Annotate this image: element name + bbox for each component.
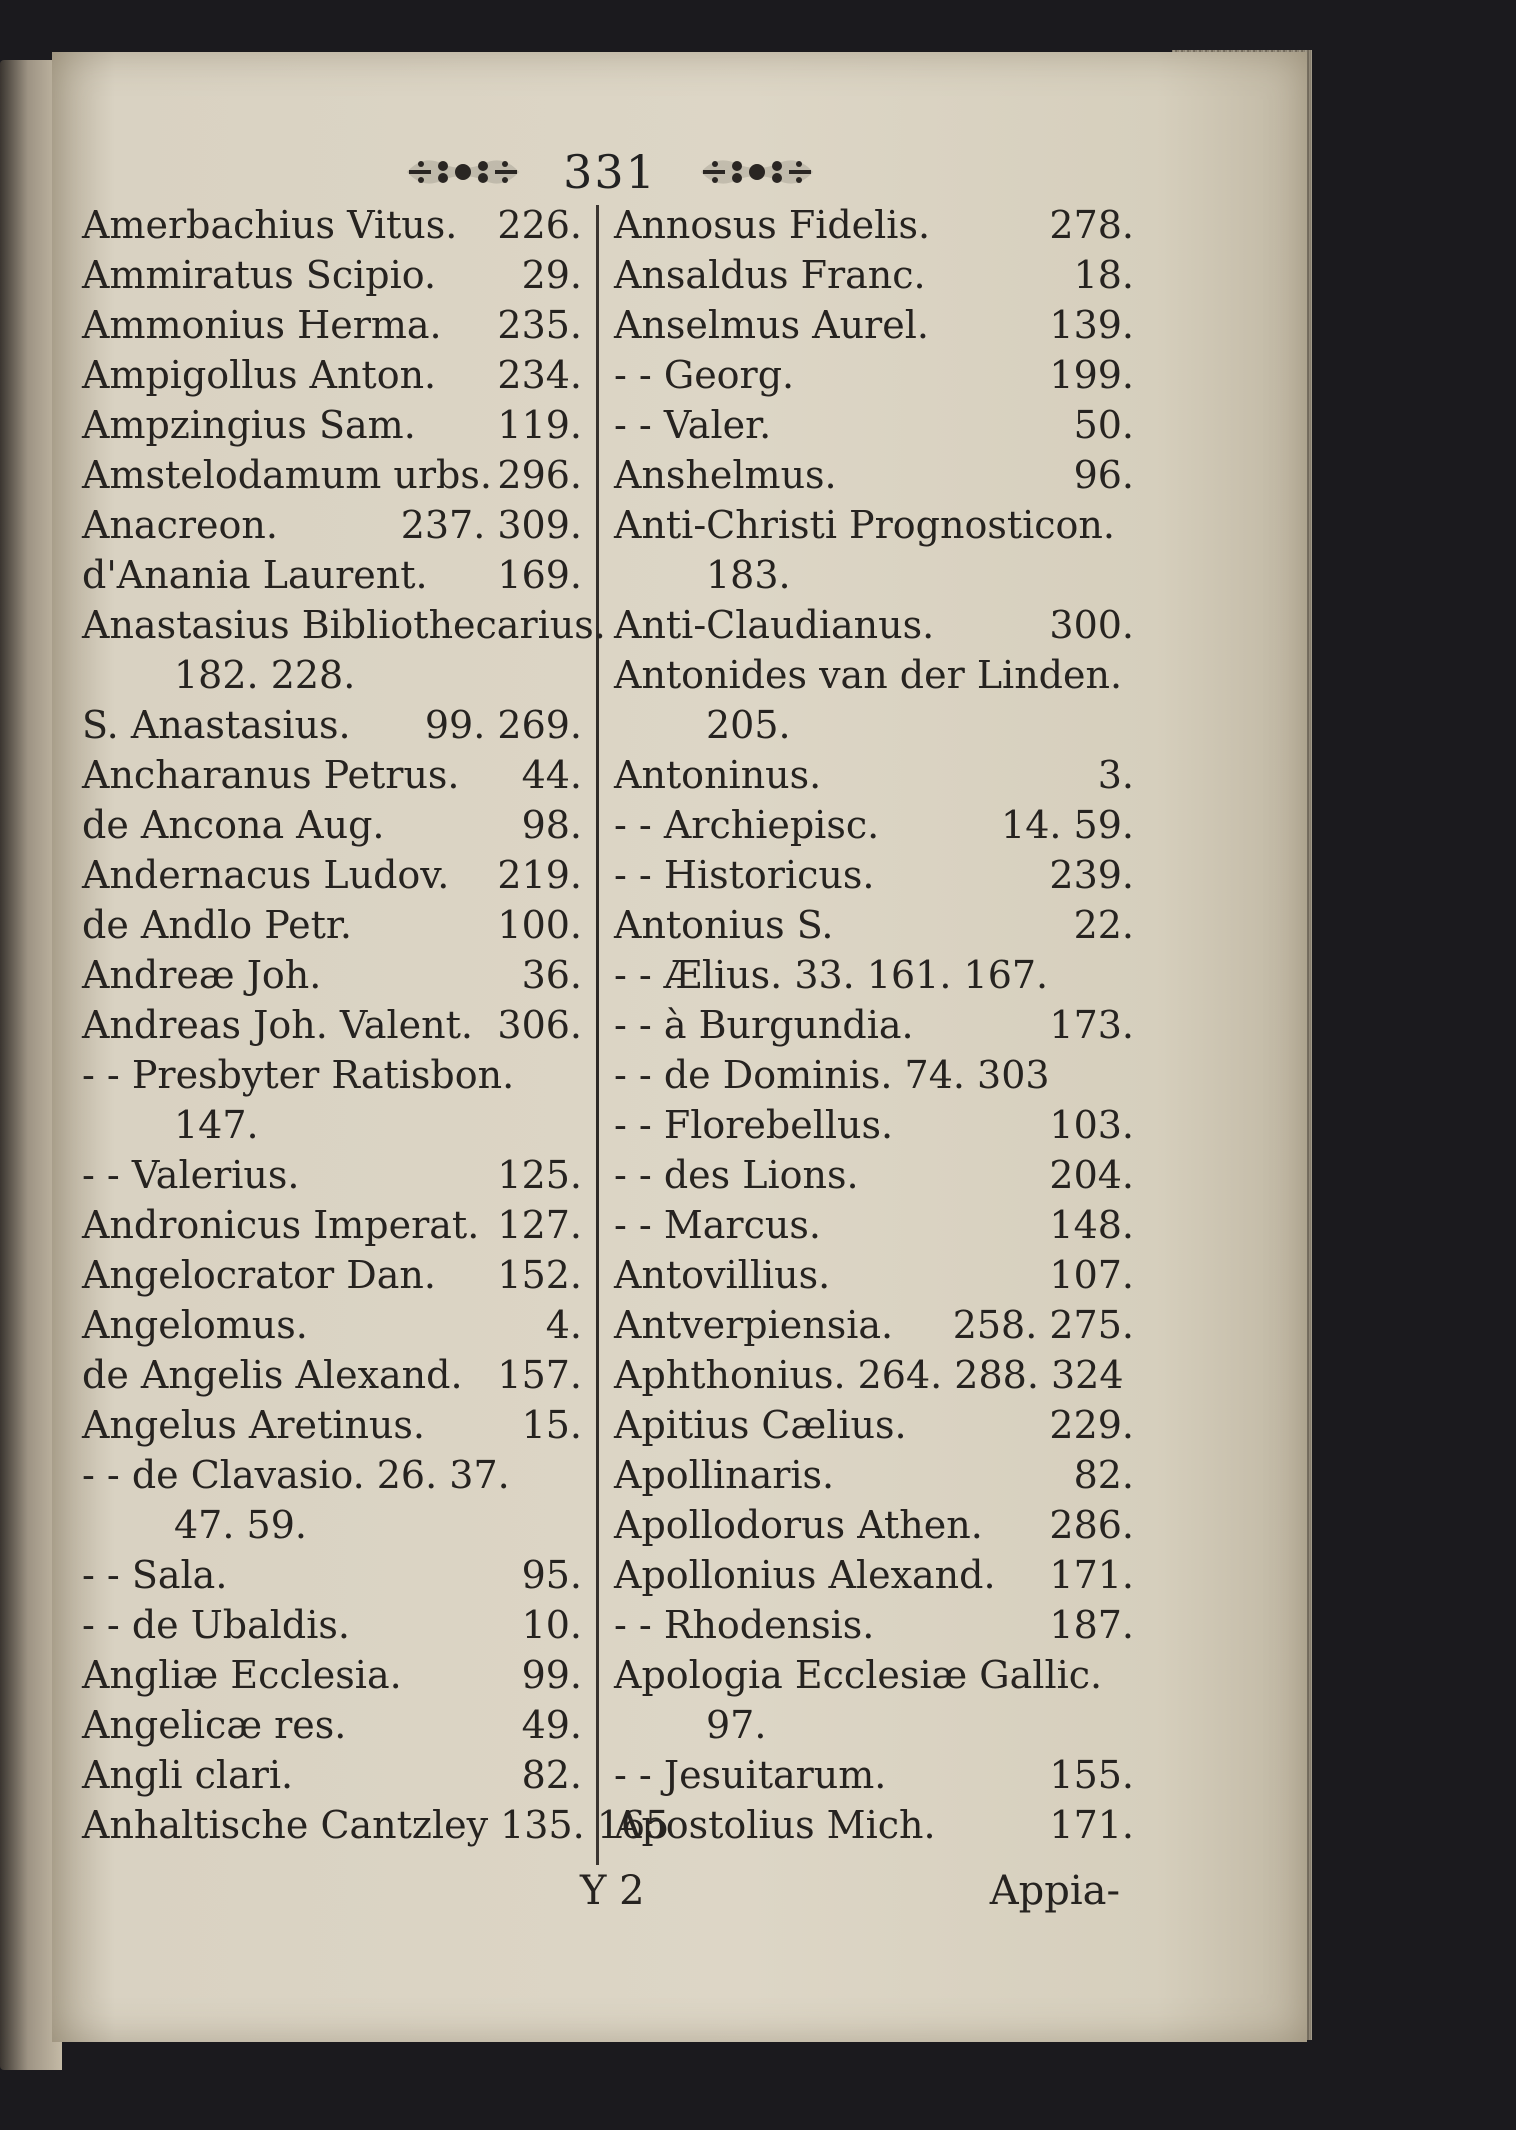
entry-name: Antonides van der Linden. — [614, 653, 1123, 697]
column-divider — [596, 205, 599, 1865]
entry-page-ref: 306. — [497, 1003, 582, 1047]
entry-name: Ammiratus Scipio. — [82, 253, 437, 297]
index-entry — [82, 450, 582, 500]
entry-name: - - de Dominis. 74. 303 — [614, 1053, 1050, 1097]
index-entry — [614, 900, 1134, 950]
entry-name: - - de Clavasio. 26. 37. — [82, 1453, 510, 1497]
entry-page-ref: 98. — [521, 803, 582, 847]
entry-name: - - Florebellus. — [614, 1103, 894, 1147]
entry-page-ref: 286. — [1049, 1503, 1134, 1547]
index-entry — [614, 1050, 1134, 1100]
entry-page-ref: 171. — [1049, 1803, 1134, 1847]
index-entry — [82, 1600, 582, 1650]
index-entry — [82, 250, 582, 300]
entry-name: 47. 59. — [174, 1503, 307, 1547]
entry-name: - - Rhodensis. — [614, 1603, 875, 1647]
entry-page-ref: 169. — [497, 553, 582, 597]
catchword: Appia- — [989, 1868, 1120, 1914]
index-entry — [82, 200, 582, 250]
index-column-left — [82, 200, 670, 1880]
entry-name: Ampigollus Anton. — [82, 353, 437, 397]
index-entry — [614, 1400, 1134, 1450]
entry-name: 97. — [706, 1703, 767, 1747]
entry-name: Amstelodamum urbs. — [82, 453, 492, 497]
entry-name: - - Archiepisc. — [614, 803, 880, 847]
entry-page-ref: 148. — [1049, 1203, 1134, 1247]
entry-name: Angelomus. — [82, 1303, 308, 1347]
index-entry — [82, 1750, 582, 1800]
entry-name: 183. — [706, 553, 791, 597]
entry-page-ref: 173. — [1049, 1003, 1134, 1047]
entry-name: - - Jesuitarum. — [614, 1753, 887, 1797]
entry-name: Andreæ Joh. — [82, 953, 322, 997]
left-ornament-icon — [403, 150, 523, 194]
index-entry — [82, 800, 582, 850]
entry-page-ref: 49. — [521, 1703, 582, 1747]
entry-page-ref: 103. — [1049, 1103, 1134, 1147]
index-entry — [82, 1350, 582, 1400]
entry-page-ref: 219. — [497, 853, 582, 897]
entry-page-ref: 300. — [1049, 603, 1134, 647]
entry-page-ref: 14. 59. — [1001, 803, 1134, 847]
entry-name: Antverpiensia. — [614, 1303, 894, 1347]
entry-name: Anti-Christi Prognosticon. — [614, 503, 1115, 547]
entry-page-ref: 234. — [497, 353, 582, 397]
index-entry — [614, 700, 1134, 750]
index-entry — [614, 1350, 1134, 1400]
index-entry — [614, 1450, 1134, 1500]
signature-mark: Y 2 — [580, 1868, 645, 1914]
entry-page-ref: 15. — [521, 1403, 582, 1447]
index-entry — [614, 800, 1134, 850]
index-entry — [82, 600, 606, 650]
entry-name: Amerbachius Vitus. — [82, 203, 458, 247]
entry-name: - - à Burgundia. — [614, 1003, 914, 1047]
index-entry — [614, 650, 1134, 700]
index-entry — [614, 600, 1134, 650]
index-entry — [82, 550, 582, 600]
entry-name: Ammonius Herma. — [82, 303, 442, 347]
entry-page-ref: 237. 309. — [400, 503, 582, 547]
entry-page-ref: 171. — [1049, 1553, 1134, 1597]
index-entry — [614, 1200, 1134, 1250]
entry-name: Anacreon. — [82, 503, 278, 547]
entry-page-ref: 50. — [1073, 403, 1134, 447]
index-entry — [614, 1750, 1134, 1800]
entry-name: de Ancona Aug. — [82, 803, 385, 847]
index-entry — [614, 1250, 1134, 1300]
entry-name: Apostolius Mich. — [614, 1803, 936, 1847]
index-entry — [614, 1650, 1134, 1700]
entry-name: - - Marcus. — [614, 1203, 821, 1247]
index-entry — [614, 200, 1134, 250]
entry-page-ref: 82. — [1073, 1453, 1134, 1497]
index-entry — [614, 1700, 1134, 1750]
right-ornament-icon — [697, 150, 817, 194]
entry-page-ref: 100. — [497, 903, 582, 947]
index-entry — [82, 700, 582, 750]
entry-name: de Andlo Petr. — [82, 903, 352, 947]
entry-page-ref: 82. — [521, 1753, 582, 1797]
entry-name: Apollonius Alexand. — [614, 1553, 996, 1597]
index-entry — [82, 1000, 582, 1050]
index-entry — [82, 1200, 582, 1250]
entry-page-ref: 278. — [1049, 203, 1134, 247]
entry-name: Angelus Aretinus. — [82, 1403, 425, 1447]
index-entry — [82, 900, 582, 950]
entry-name: - - Sala. — [82, 1553, 228, 1597]
entry-name: Apollinaris. — [614, 1453, 835, 1497]
entry-name: Anhaltische Cantzley 135. 165 — [82, 1803, 670, 1847]
entry-name: - - Historicus. — [614, 853, 875, 897]
entry-page-ref: 96. — [1073, 453, 1134, 497]
entry-name: Anti-Claudianus. — [614, 603, 935, 647]
index-entry — [82, 1250, 582, 1300]
entry-name: - - Ælius. 33. 161. 167. — [614, 953, 1049, 997]
entry-name: - - Georg. — [614, 353, 795, 397]
entry-name: Aphthonius. 264. 288. 324 — [614, 1353, 1124, 1397]
entry-page-ref: 152. — [497, 1253, 582, 1297]
index-entry — [614, 1500, 1134, 1550]
entry-page-ref: 3. — [1097, 753, 1134, 797]
entry-name: Anselmus Aurel. — [614, 303, 929, 347]
index-entry — [614, 300, 1134, 350]
index-entry — [82, 500, 582, 550]
entry-name: - - Presbyter Ratisbon. — [82, 1053, 515, 1097]
index-entry — [614, 550, 1134, 600]
entry-page-ref: 125. — [497, 1153, 582, 1197]
index-entry — [614, 1300, 1134, 1350]
index-entry — [82, 350, 582, 400]
entry-name: Apitius Cælius. — [614, 1403, 907, 1447]
entry-name: Annosus Fidelis. — [614, 203, 931, 247]
entry-name: Antoninus. — [614, 753, 822, 797]
entry-page-ref: 18. — [1073, 253, 1134, 297]
entry-name: 205. — [706, 703, 791, 747]
index-entry — [614, 1800, 1134, 1850]
entry-page-ref: 95. — [521, 1553, 582, 1597]
entry-page-ref: 187. — [1049, 1603, 1134, 1647]
entry-name: Apollodorus Athen. — [614, 1503, 983, 1547]
index-entry — [82, 1400, 582, 1450]
index-entry — [614, 1100, 1134, 1150]
index-entry — [614, 250, 1134, 300]
entry-name: Andreas Joh. Valent. — [82, 1003, 473, 1047]
index-entry — [82, 1050, 582, 1100]
entry-name: - - Valerius. — [82, 1153, 300, 1197]
index-entry — [82, 1450, 582, 1500]
page-header — [400, 142, 820, 202]
entry-name: Ampzingius Sam. — [82, 403, 416, 447]
index-entry — [614, 950, 1134, 1000]
entry-page-ref: 229. — [1049, 1403, 1134, 1447]
index-entry — [614, 850, 1134, 900]
page-number: 331 — [563, 145, 657, 199]
index-entry — [82, 1500, 582, 1550]
index-entry — [82, 1100, 582, 1150]
index-entry — [614, 1600, 1134, 1650]
index-entry — [82, 1800, 670, 1850]
entry-page-ref: 239. — [1049, 853, 1134, 897]
entry-name: 147. — [174, 1103, 259, 1147]
entry-name: Angliæ Ecclesia. — [82, 1653, 402, 1697]
entry-page-ref: 22. — [1073, 903, 1134, 947]
entry-name: - - Valer. — [614, 403, 772, 447]
entry-name: Andernacus Ludov. — [82, 853, 450, 897]
entry-page-ref: 155. — [1049, 1753, 1134, 1797]
entry-name: Angelocrator Dan. — [82, 1253, 436, 1297]
entry-name: d'Anania Laurent. — [82, 553, 428, 597]
index-column-right — [614, 200, 1134, 1880]
index-entry — [82, 850, 582, 900]
entry-page-ref: 235. — [497, 303, 582, 347]
index-entry — [82, 300, 582, 350]
entry-page-ref: 127. — [497, 1203, 582, 1247]
index-entry — [82, 400, 582, 450]
entry-name: S. Anastasius. — [82, 703, 351, 747]
entry-page-ref: 4. — [545, 1303, 582, 1347]
index-entry — [614, 450, 1134, 500]
entry-name: Apologia Ecclesiæ Gallic. — [614, 1653, 1103, 1697]
index-entry — [614, 1550, 1134, 1600]
entry-name: - - de Ubaldis. — [82, 1603, 350, 1647]
index-entry — [614, 500, 1134, 550]
index-entry — [614, 750, 1134, 800]
index-entry — [82, 1150, 582, 1200]
index-entry — [82, 1550, 582, 1600]
entry-name: Anshelmus. — [614, 453, 837, 497]
entry-page-ref: 226. — [497, 203, 582, 247]
entry-name: 182. 228. — [174, 653, 356, 697]
entry-name: Anastasius Bibliothecarius. — [82, 603, 606, 647]
entry-page-ref: 99. 269. — [424, 703, 582, 747]
entry-name: Antonius S. — [614, 903, 834, 947]
entry-name: Ansaldus Franc. — [614, 253, 926, 297]
index-entry — [82, 950, 582, 1000]
index-entry — [614, 400, 1134, 450]
entry-page-ref: 10. — [521, 1603, 582, 1647]
entry-name: Angli clari. — [82, 1753, 294, 1797]
page-footer — [580, 1868, 1120, 1928]
index-entry — [82, 650, 582, 700]
entry-page-ref: 36. — [521, 953, 582, 997]
entry-page-ref: 107. — [1049, 1253, 1134, 1297]
entry-name: - - des Lions. — [614, 1153, 859, 1197]
index-entry — [614, 350, 1134, 400]
entry-name: de Angelis Alexand. — [82, 1353, 463, 1397]
entry-page-ref: 29. — [521, 253, 582, 297]
index-entry — [82, 1650, 582, 1700]
entry-name: Ancharanus Petrus. — [82, 753, 460, 797]
entry-page-ref: 119. — [497, 403, 582, 447]
index-entry — [614, 1000, 1134, 1050]
entry-page-ref: 258. 275. — [952, 1303, 1134, 1347]
entry-page-ref: 44. — [521, 753, 582, 797]
entry-name: Angelicæ res. — [82, 1703, 347, 1747]
index-entry — [614, 1150, 1134, 1200]
entry-page-ref: 199. — [1049, 353, 1134, 397]
entry-page-ref: 296. — [497, 453, 582, 497]
entry-name: Andronicus Imperat. — [82, 1203, 480, 1247]
entry-name: Antovillius. — [614, 1253, 831, 1297]
index-entry — [82, 1300, 582, 1350]
entry-page-ref: 99. — [521, 1653, 582, 1697]
entry-page-ref: 204. — [1049, 1153, 1134, 1197]
entry-page-ref: 139. — [1049, 303, 1134, 347]
index-entry — [82, 750, 582, 800]
index-entry — [82, 1700, 582, 1750]
entry-page-ref: 157. — [497, 1353, 582, 1397]
